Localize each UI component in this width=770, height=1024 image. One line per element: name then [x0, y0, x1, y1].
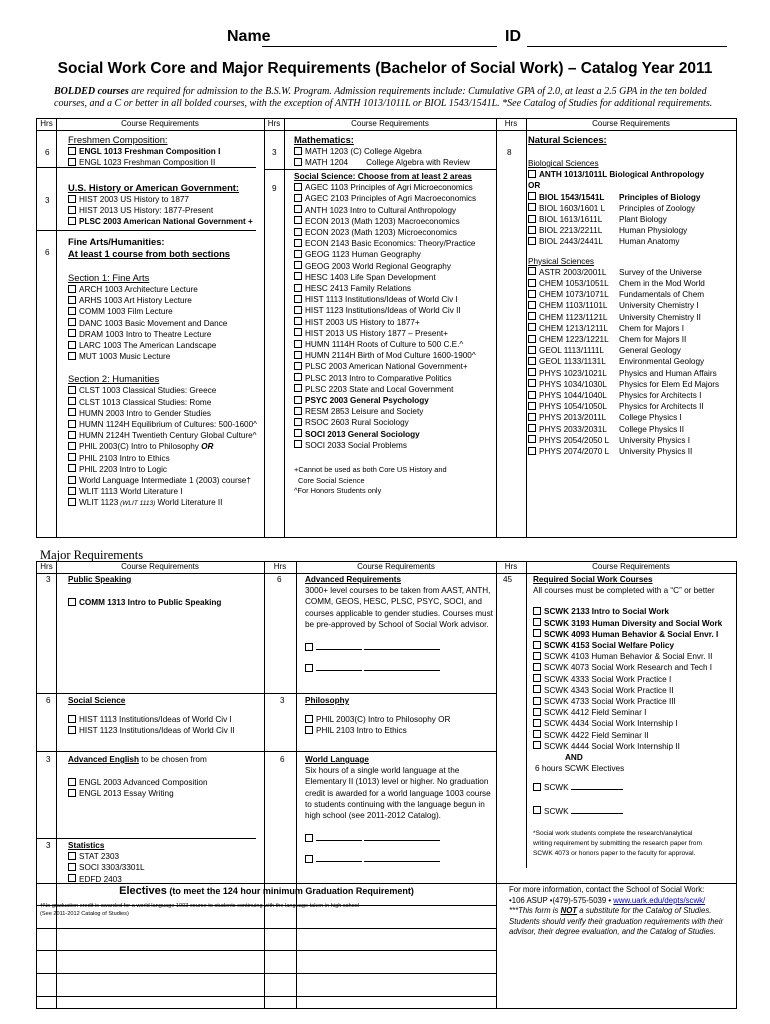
- course-item[interactable]: ASTR 2003/2001L Survey of the Universe: [528, 267, 734, 278]
- course-item[interactable]: STAT 2303: [68, 851, 263, 862]
- course-item[interactable]: CHEM 1123/1121L University Chemistry II: [528, 312, 734, 323]
- checkbox[interactable]: [528, 267, 536, 275]
- checkbox[interactable]: [528, 346, 536, 354]
- checkbox[interactable]: [528, 301, 536, 309]
- id-field[interactable]: [527, 46, 727, 47]
- hrs-header: Hrs: [273, 562, 287, 571]
- section-heading: Advanced Requirements: [305, 575, 402, 584]
- course-req-header: Course Requirements: [592, 119, 670, 128]
- checkbox[interactable]: [533, 641, 541, 649]
- advanced-requirements: Advanced Requirements 3000+ level courses to be taken from AAST, ANTH, COMM, GEOS, HESC, PLSC, PSYC, SOCI, and courses applicable to gender studies. Courses must be pre-approved by School of Social Work advisor.: [305, 574, 495, 674]
- checkbox[interactable]: [68, 453, 76, 461]
- checkbox[interactable]: [294, 362, 302, 370]
- section-heading: Public Speaking: [68, 575, 132, 584]
- checkbox[interactable]: [68, 352, 76, 360]
- course-item[interactable]: CHEM 1053/1051L Chem in the Mod World: [528, 278, 734, 289]
- checkbox[interactable]: [294, 295, 302, 303]
- course-item[interactable]: CLST 1013 Classical Studies: Rome: [68, 397, 263, 408]
- checkbox[interactable]: [68, 863, 76, 871]
- world-language: World Language Six hours of a single world language at the Elementary II (1013) level or higher. No graduation credit is awarded for a world language 1003 course to students continuing with the language begun in high school (see 2011-2012 Catalog).: [305, 754, 495, 866]
- course-item[interactable]: HIST 2003 US History to 1877: [68, 194, 263, 205]
- checkbox[interactable]: [294, 317, 302, 325]
- checkbox[interactable]: [528, 170, 536, 178]
- course-item[interactable]: LARC 1003 The American Landscape: [68, 340, 263, 351]
- checkbox[interactable]: [294, 351, 302, 359]
- checkbox[interactable]: [68, 476, 76, 484]
- checkbox[interactable]: [294, 407, 302, 415]
- checkbox[interactable]: [68, 789, 76, 797]
- course-item[interactable]: WLIT 1123 (WLIT 1113) World Literature II: [68, 497, 263, 509]
- checkbox[interactable]: [528, 290, 536, 298]
- checkbox[interactable]: [68, 408, 76, 416]
- bullet-icon: •: [509, 895, 512, 905]
- hrs-header: Hrs: [40, 119, 53, 128]
- website-link[interactable]: www.uark.edu/depts/scwk/: [613, 895, 706, 905]
- checkbox[interactable]: [68, 598, 76, 606]
- checkbox[interactable]: [294, 328, 302, 336]
- hrs-value: 6: [280, 755, 285, 764]
- checkbox[interactable]: [68, 206, 76, 214]
- course-req-header: Course Requirements: [351, 119, 429, 128]
- blank-course[interactable]: [305, 642, 495, 653]
- checkbox[interactable]: [68, 852, 76, 860]
- checkbox[interactable]: [68, 726, 76, 734]
- math-section: [294, 134, 496, 168]
- course-item[interactable]: MATH 1204 College Algebra with Review: [294, 157, 496, 168]
- section-heading: Freshmen Composition:: [68, 134, 168, 145]
- electives-label: 6 hours SCWK Electives: [535, 764, 625, 774]
- checkbox[interactable]: [528, 323, 536, 331]
- major-req-label: Major Requirements: [40, 548, 144, 562]
- checkbox[interactable]: [533, 607, 541, 615]
- course-item[interactable]: PLSC 2003 American National Government+: [294, 361, 496, 372]
- checkbox[interactable]: [528, 435, 536, 443]
- public-speaking: [68, 574, 263, 608]
- advanced-english: Advanced English to be chosen from ENGL 2003 Advanced Composition ENGL 2013 Essay Writing: [68, 754, 263, 800]
- course-item[interactable]: SCWK 4733 Social Work Practice III: [533, 696, 735, 707]
- social-science-section: [294, 171, 496, 497]
- course-item[interactable]: MATH 1203 (C) College Algebra: [294, 146, 496, 157]
- course-req-header: Course Requirements: [357, 562, 435, 571]
- name-id-header: [0, 24, 770, 50]
- section-heading: Natural Sciences:: [528, 134, 607, 145]
- course-item[interactable]: AGEC 2103 Principles of Agri Macroeconomics: [294, 193, 496, 204]
- course-item[interactable]: SCWK 4412 Field Seminar I: [533, 707, 735, 718]
- course-item[interactable]: GEOL 1133/1131L Environmental Geology: [528, 356, 734, 367]
- social-work-courses: Required Social Work Courses All courses must be completed with a “C” or better SCWK 2133 Intro to Social Work SCWK 3193 Human Diversity and Social Work SCWK 4093 Human Behavior & Social Envr. I SCWK 4153 Social Welfare Policy SCWK 4103 Human Behavior & Social Envr. II SCWK 4073 Social Work Research and Tech I SCWK 4333 Social Work Practice I SCWK 4343 Social Work Practice II SCWK 4733 Social Work Practice III SCWK 4412 Field Seminar I SCWK 4434 Social Work Internship I SCWK 4422 Field Seminar II SCWK 4444 Social Work Internship II AND 6 hours SCWK Electives SCWK SCWK *Social work students complete the research/analytical writing requirement by submitting the research paper from SCWK 4073 or honors paper to the faculty for approval.: [533, 574, 735, 859]
- checkbox[interactable]: [528, 335, 536, 343]
- course-item[interactable]: CHEM 1103/1101L University Chemistry I: [528, 300, 734, 311]
- electives-title: Electives (to meet the 124 hour minimum Graduation Requirement): [119, 885, 414, 897]
- checkbox[interactable]: [533, 708, 541, 716]
- course-item[interactable]: GEOG 1123 Human Geography: [294, 249, 496, 260]
- checkbox[interactable]: [305, 834, 313, 842]
- course-item[interactable]: BIOL 2443/2441L Human Anatomy: [528, 236, 734, 247]
- checkbox[interactable]: [68, 195, 76, 203]
- name-label: Name: [227, 28, 271, 45]
- swk-list: [533, 651, 735, 752]
- course-item[interactable]: SCWK 4073 Social Work Research and Tech I: [533, 662, 735, 673]
- hrs-header: Hrs: [504, 119, 518, 128]
- checkbox[interactable]: [533, 629, 541, 637]
- checkbox[interactable]: [528, 357, 536, 365]
- course-item[interactable]: DRAM 1003 Intro to Theatre Lecture: [68, 329, 263, 340]
- course-item[interactable]: World Language Intermediate 1 (2003) course†: [68, 475, 263, 486]
- course-item[interactable]: SCWK 4093 Human Behavior & Social Envr. I: [533, 629, 735, 640]
- major-table: [36, 561, 737, 1009]
- checkbox[interactable]: [528, 237, 536, 245]
- checkbox[interactable]: [528, 192, 536, 200]
- checkbox[interactable]: [68, 147, 76, 155]
- checkbox[interactable]: [68, 307, 76, 315]
- course-item[interactable]: PLSC 2203 State and Local Government: [294, 384, 496, 395]
- contact-info: For more information, contact the School of Social Work: •106 ASUP •(479)-575-5039 • www.uark.edu/depts/scwk/ ***This form is NOT a substitute for the Catalog of Studies. Students should verify their graduation requirements with their advisor, their degree evaluation, and the Catalog of Studies.: [509, 885, 724, 936]
- checkbox[interactable]: [68, 420, 76, 428]
- checkbox[interactable]: [68, 778, 76, 786]
- checkbox[interactable]: [533, 806, 541, 814]
- checkbox[interactable]: [533, 685, 541, 693]
- course-item[interactable]: CHEM 1073/1071L Fundamentals of Chem: [528, 289, 734, 300]
- page-title: Social Work Core and Major Requirements (Bachelor of Social Work) – Catalog Year 2011: [57, 60, 713, 77]
- course-item[interactable]: HUMN 1114H Roots of Culture to 500 C.E.^: [294, 339, 496, 350]
- checkbox[interactable]: [68, 431, 76, 439]
- checkbox[interactable]: [528, 424, 536, 432]
- checkbox[interactable]: [305, 855, 313, 863]
- checkbox[interactable]: [294, 340, 302, 348]
- course-item[interactable]: PHIL 2003(C) Intro to Philosophy OR: [68, 441, 263, 452]
- checkbox[interactable]: [528, 368, 536, 376]
- humanities-heading: Section 2: Humanities: [68, 373, 160, 385]
- course-item[interactable]: PLSC 2013 Intro to Comparative Politics: [294, 373, 496, 384]
- philosophy: [305, 695, 495, 737]
- course-item[interactable]: PLSC 2003 American National Government +: [68, 216, 263, 227]
- hrs-value: 3: [46, 575, 51, 584]
- checkbox[interactable]: [68, 874, 76, 882]
- id-label: ID: [505, 28, 521, 45]
- checkbox[interactable]: [528, 312, 536, 320]
- checkbox[interactable]: [294, 239, 302, 247]
- physical-science-list: [528, 267, 734, 457]
- course-item[interactable]: COMM 1313 Intro to Public Speaking: [68, 597, 263, 608]
- course-item[interactable]: ECON 2013 (Math 1203) Macroeconomics: [294, 216, 496, 227]
- intro-text: [54, 86, 724, 110]
- course-item[interactable]: ENGL 2003 Advanced Composition: [68, 777, 263, 788]
- social-science-major: [68, 695, 263, 737]
- hrs-value: 6: [45, 148, 50, 157]
- checkbox[interactable]: [533, 674, 541, 682]
- checkbox[interactable]: [533, 618, 541, 626]
- course-item[interactable]: HIST 2013 US History: 1877-Present: [68, 205, 263, 216]
- section-heading: Social Science: [68, 696, 126, 705]
- core-table: [36, 118, 737, 538]
- checkbox[interactable]: [68, 318, 76, 326]
- hrs-value: 6: [46, 696, 51, 705]
- checkbox[interactable]: [294, 384, 302, 392]
- checkbox[interactable]: [533, 652, 541, 660]
- or-label: OR: [528, 181, 541, 191]
- biology-list: [528, 192, 734, 248]
- checkbox[interactable]: [294, 250, 302, 258]
- blank-course[interactable]: [305, 854, 495, 865]
- checkbox[interactable]: [528, 379, 536, 387]
- checkbox[interactable]: [68, 464, 76, 472]
- checkbox[interactable]: [294, 418, 302, 426]
- course-item[interactable]: CLST 1003 Classical Studies: Greece: [68, 385, 263, 396]
- hrs-value: 8: [507, 148, 512, 157]
- course-item[interactable]: SCWK 4103 Human Behavior & Social Envr. II: [533, 651, 735, 662]
- checkbox[interactable]: [294, 228, 302, 236]
- checkbox[interactable]: [68, 487, 76, 495]
- phys-heading: Physical Sciences: [528, 256, 594, 266]
- course-item[interactable]: PHYS 1044/1040L Physics for Architects I: [528, 390, 734, 401]
- course-item[interactable]: ENGL 2013 Essay Writing: [68, 788, 263, 799]
- hrs-value: 3: [46, 755, 51, 764]
- section-heading: Philosophy: [305, 696, 350, 705]
- course-item[interactable]: EDFD 2403: [68, 874, 263, 885]
- course-item[interactable]: HESC 1403 Life Span Development: [294, 272, 496, 283]
- blank-course[interactable]: SCWK: [533, 806, 735, 817]
- course-item[interactable]: GEOG 2003 World Regional Geography: [294, 261, 496, 272]
- humanities-list: [68, 385, 263, 509]
- course-item[interactable]: BIOL 1613/1611L Plant Biology: [528, 214, 734, 225]
- checkbox[interactable]: [68, 442, 76, 450]
- course-item[interactable]: HIST 2003 US History to 1877+: [294, 317, 496, 328]
- section-heading: Required Social Work Courses: [533, 575, 653, 584]
- checkbox[interactable]: [528, 226, 536, 234]
- checkbox[interactable]: [305, 643, 313, 651]
- checkbox[interactable]: [68, 329, 76, 337]
- course-item[interactable]: COMM 1003 Film Lecture: [68, 306, 263, 317]
- course-item[interactable]: RSOC 2603 Rural Sociology: [294, 417, 496, 428]
- course-item[interactable]: AGEC 1103 Principles of Agri Microeconomics: [294, 182, 496, 193]
- checkbox[interactable]: [305, 715, 313, 723]
- course-item[interactable]: GEOL 1113/1111L General Geology: [528, 345, 734, 356]
- course-item[interactable]: ANTH 1023 Intro to Cultural Anthropology: [294, 205, 496, 216]
- checkbox[interactable]: [294, 373, 302, 381]
- research-note: *Social work students complete the research/analytical writing requirement by submitting the research paper from SCWK 4073 or honors paper to the faculty for approval.: [533, 829, 702, 857]
- course-item[interactable]: HUMN 2124H Twentieth Century Global Culture^: [68, 430, 263, 441]
- course-req-header: Course Requirements: [592, 562, 670, 571]
- course-item[interactable]: HUMN 2114H Birth of Mod Culture 1600-1900^: [294, 350, 496, 361]
- fine-arts-heading: Section 1: Fine Arts: [68, 272, 150, 283]
- course-item[interactable]: SCWK 4333 Social Work Practice I: [533, 674, 735, 685]
- checkbox[interactable]: [294, 158, 302, 166]
- course-item[interactable]: ARHS 1003 Art History Lecture: [68, 295, 263, 306]
- electives-note: †No graduation credit is awarded for a world language 1003 course to students continuing with the language taken in high school (See 2011-2012 Catalog of Studies): [40, 903, 360, 917]
- course-item[interactable]: SCWK 4153 Social Welfare Policy: [533, 640, 735, 651]
- course-item[interactable]: SCWK 4343 Social Work Practice II: [533, 685, 735, 696]
- checkbox[interactable]: [68, 341, 76, 349]
- checkbox[interactable]: [528, 391, 536, 399]
- course-item[interactable]: SCWK 3193 Human Diversity and Social Work: [533, 618, 735, 629]
- section-heading: Statistics: [68, 841, 105, 850]
- course-req-header: Course Requirements: [121, 119, 199, 128]
- statistics: [68, 840, 263, 885]
- section-heading: Mathematics:: [294, 134, 354, 145]
- checkbox[interactable]: [528, 203, 536, 211]
- checkbox[interactable]: [68, 397, 76, 405]
- course-item[interactable]: PHYS 1023/1021L Physics and Human Affairs: [528, 368, 734, 379]
- hrs-value: 45: [503, 575, 513, 584]
- course-item[interactable]: RESM 2853 Leisure and Society: [294, 406, 496, 417]
- course-item[interactable]: HIST 1113 Institutions/Ideas of World Civ I: [294, 294, 496, 305]
- fine-arts-list: [68, 284, 263, 362]
- checkbox[interactable]: [305, 664, 313, 672]
- hrs-header: Hrs: [267, 119, 281, 128]
- course-item[interactable]: HIST 1123 Institutions/Ideas of World Civ II: [294, 305, 496, 316]
- course-item[interactable]: ANTH 1013/1011L Biological Anthropology: [528, 169, 734, 180]
- name-field[interactable]: [262, 46, 497, 47]
- course-item[interactable]: CHEM 1223/1221L Chem for Majors II: [528, 334, 734, 345]
- course-item[interactable]: BIOL 1603/1601 L Principles of Zoology: [528, 203, 734, 214]
- course-item[interactable]: HIST 2013 US History 1877 – Present+: [294, 328, 496, 339]
- arts-section: [68, 236, 263, 510]
- hrs-value: 3: [45, 196, 50, 205]
- course-item[interactable]: PHIL 2203 Intro to Logic: [68, 464, 263, 475]
- checkbox[interactable]: [68, 386, 76, 394]
- course-item[interactable]: PHYS 2013/2011L College Physics I: [528, 412, 734, 423]
- checkbox[interactable]: [533, 730, 541, 738]
- checkbox[interactable]: [528, 402, 536, 410]
- course-item[interactable]: ARCH 1003 Architecture Lecture: [68, 284, 263, 295]
- intro-rest: are required for admission to the B.S.W. Program. Admission requirements include: Cumulative GPA of 2.0, at least a 2.5 GPA in the ten bolded courses, and a C or better in all bolded courses, with the exception of ANTH 1013/1011L or BIOL 1543/1541L. *See Catalog of Studies for additional requirements.: [54, 86, 713, 109]
- checkbox[interactable]: [294, 194, 302, 202]
- checkbox[interactable]: [294, 147, 302, 155]
- checkbox[interactable]: [294, 306, 302, 314]
- hrs-header: Hrs: [40, 562, 53, 571]
- checkbox[interactable]: [294, 205, 302, 213]
- course-req-header: Course Requirements: [121, 562, 199, 571]
- blank-course[interactable]: [305, 663, 495, 674]
- hrs-value: 3: [46, 841, 51, 850]
- checkbox[interactable]: [533, 741, 541, 749]
- checkbox[interactable]: [528, 413, 536, 421]
- course-item[interactable]: BIOL 2213/2211L Human Physiology: [528, 225, 734, 236]
- checkbox[interactable]: [528, 215, 536, 223]
- checkbox[interactable]: [533, 697, 541, 705]
- checkbox[interactable]: [294, 284, 302, 292]
- course-item[interactable]: DANC 1003 Basic Movement and Dance: [68, 318, 263, 329]
- course-item[interactable]: SCWK 4422 Field Seminar II: [533, 730, 735, 741]
- course-item[interactable]: HIST 1123 Institutions/Ideas of World Civ II: [68, 725, 263, 736]
- course-item[interactable]: CHEM 1213/1211L Chem for Majors I: [528, 323, 734, 334]
- course-item[interactable]: PHIL 2103 Intro to Ethics: [68, 453, 263, 464]
- natural-science-section: [528, 134, 734, 457]
- course-item[interactable]: PHIL 2003(C) Intro to Philosophy OR: [305, 714, 495, 725]
- core-notes: +Cannot be used as both Core US History and Core Social Science ^For Honors Students only: [294, 465, 447, 496]
- hrs-value: 3: [280, 696, 285, 705]
- course-item[interactable]: HESC 2413 Family Relations: [294, 283, 496, 294]
- checkbox[interactable]: [68, 296, 76, 304]
- checkbox[interactable]: [68, 715, 76, 723]
- course-item[interactable]: PHYS 2054/2050 L University Physics I: [528, 435, 734, 446]
- checkbox[interactable]: [533, 783, 541, 791]
- checkbox[interactable]: [294, 183, 302, 191]
- checkbox[interactable]: [528, 279, 536, 287]
- course-item[interactable]: MUT 1003 Music Lecture: [68, 351, 263, 362]
- checkbox[interactable]: [68, 498, 76, 506]
- section-heading: U.S. History or American Government:: [68, 182, 240, 193]
- checkbox[interactable]: [294, 261, 302, 269]
- course-item[interactable]: PHIL 2103 Intro to Ethics: [305, 725, 495, 736]
- course-item[interactable]: HIST 1113 Institutions/Ideas of World Civ I: [68, 714, 263, 725]
- history-section: [68, 182, 263, 228]
- checkbox[interactable]: [294, 216, 302, 224]
- blank-course[interactable]: SCWK: [533, 782, 735, 793]
- checkbox[interactable]: [533, 719, 541, 727]
- course-item[interactable]: ECON 2143 Basic Economics: Theory/Practice: [294, 238, 496, 249]
- checkbox[interactable]: [294, 429, 302, 437]
- course-item[interactable]: PHYS 2033/2031L College Physics II: [528, 424, 734, 435]
- course-item[interactable]: SCWK 2133 Intro to Social Work: [533, 606, 735, 617]
- checkbox[interactable]: [528, 447, 536, 455]
- course-item[interactable]: SOCI 2013 General Sociology: [294, 429, 496, 440]
- section-heading: Social Science: Choose from at least 2 areas: [294, 171, 472, 181]
- course-item[interactable]: HUMN 1124H Equilibrium of Cultures: 500-1600^: [68, 419, 263, 430]
- checkbox[interactable]: [305, 726, 313, 734]
- hrs-header: Hrs: [504, 562, 518, 571]
- course-item[interactable]: PHYS 1054/1050L Physics for Architects II: [528, 401, 734, 412]
- checkbox[interactable]: [533, 663, 541, 671]
- course-item[interactable]: WLIT 1113 World Literature I: [68, 486, 263, 497]
- course-item[interactable]: ENGL 1023 Freshman Composition II: [68, 157, 263, 168]
- checkbox[interactable]: [68, 285, 76, 293]
- course-item[interactable]: PHYS 1034/1030L Physics for Elem Ed Majors: [528, 379, 734, 390]
- section-heading: Fine Arts/Humanities:: [68, 236, 165, 247]
- checkbox[interactable]: [68, 158, 76, 166]
- and-label: AND: [565, 753, 583, 763]
- checkbox[interactable]: [294, 272, 302, 280]
- section-subheading: At least 1 course from both sections: [68, 248, 231, 259]
- blank-course[interactable]: [305, 833, 495, 844]
- hrs-value: 6: [45, 248, 50, 257]
- course-item[interactable]: SCWK 4434 Social Work Internship I: [533, 718, 735, 729]
- course-item[interactable]: PSYC 2003 General Psychology: [294, 395, 496, 406]
- course-item[interactable]: ENGL 1013 Freshman Composition I: [68, 146, 263, 157]
- social-science-list: [294, 182, 496, 451]
- course-item[interactable]: SOCI 3303/3301L: [68, 862, 263, 873]
- hrs-value: 6: [277, 575, 282, 584]
- hrs-value: 9: [272, 184, 277, 193]
- course-item[interactable]: HUMN 2003 Intro to Gender Studies: [68, 408, 263, 419]
- course-item[interactable]: BIOL 1543/1541L Principles of Biology: [528, 192, 734, 203]
- swk-bold-list: [533, 606, 735, 651]
- checkbox[interactable]: [294, 440, 302, 448]
- bio-heading: Biological Sciences: [528, 159, 599, 168]
- freshman-section: [68, 134, 263, 168]
- course-item[interactable]: SCWK 4444 Social Work Internship II: [533, 741, 735, 752]
- checkbox[interactable]: [294, 396, 302, 404]
- intro-bold: BOLDED courses: [54, 86, 129, 97]
- course-item[interactable]: ECON 2023 (Math 1203) Microeconomics: [294, 227, 496, 238]
- hrs-value: 3: [272, 148, 277, 157]
- checkbox[interactable]: [68, 217, 76, 225]
- course-item[interactable]: PHYS 2074/2070 L University Physics II: [528, 446, 734, 457]
- course-item[interactable]: SOCI 2033 Social Problems: [294, 440, 496, 451]
